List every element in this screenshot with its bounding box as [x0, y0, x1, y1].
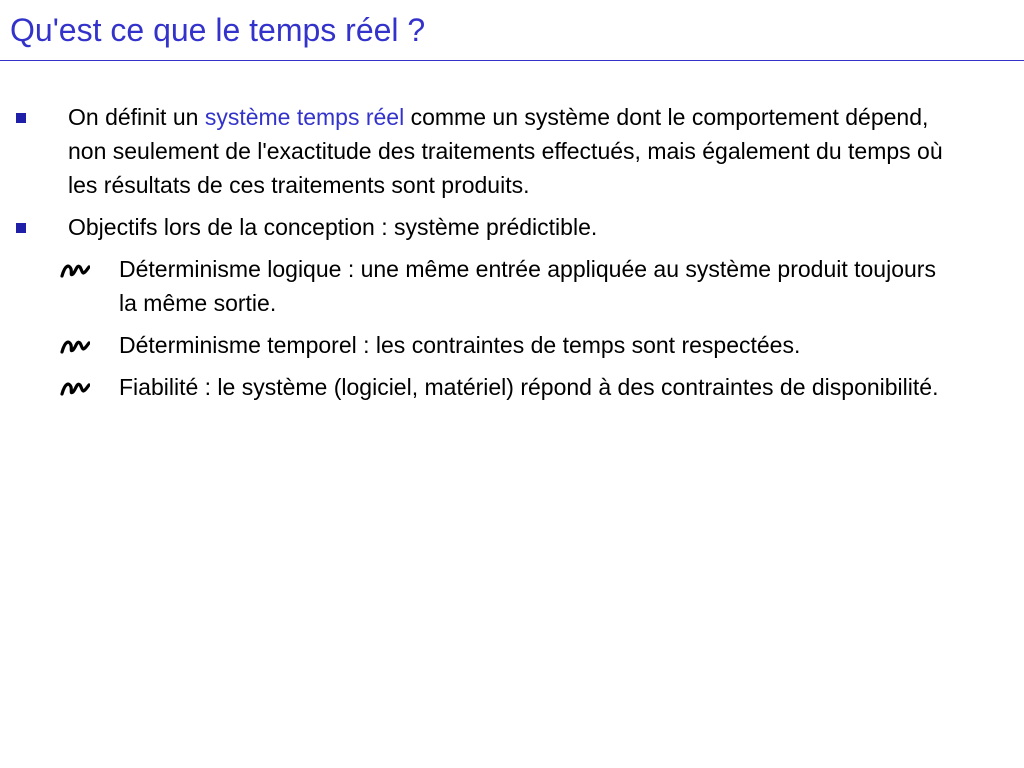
square-bullet-icon [16, 113, 26, 123]
bullet-definition [0, 100, 958, 202]
squiggle-bullet-icon [60, 337, 90, 355]
squiggle-bullet-icon [60, 379, 90, 397]
slide-title: Qu'est ce que le temps réel ? [10, 12, 426, 48]
square-bullet-icon [16, 223, 26, 233]
bullet-definition-highlight: système temps réel [204, 104, 405, 130]
bullet-objectives [0, 210, 958, 244]
bullet-definition-suffix: comme un système dont le comportement dépend, non seulement de l'exactitude des traitements effectués, mais également du temps où les résultats de ces traitements sont produits. [68, 104, 943, 198]
bullet-objectives-text: Objectifs lors de la conception : système prédictible. [68, 214, 598, 240]
bullet-definition-prefix: On définit un [68, 104, 205, 130]
subbullet-temporal-determinism [0, 328, 939, 362]
squiggle-bullet-icon [60, 261, 90, 279]
slide-content [0, 100, 1024, 412]
subbullet-temporal-determinism-text: Déterminisme temporel : les contraintes de temps sont respectées. [119, 332, 801, 358]
title-divider [0, 60, 1024, 61]
subbullet-logical-determinism [0, 252, 939, 320]
subbullet-logical-determinism-text: Déterminisme logique : une même entrée appliquée au système produit toujours la même sortie. [119, 256, 936, 316]
subbullet-reliability-text: Fiabilité : le système (logiciel, matériel) répond à des contraintes de disponibilité. [119, 374, 939, 400]
subbullet-reliability [0, 370, 939, 404]
